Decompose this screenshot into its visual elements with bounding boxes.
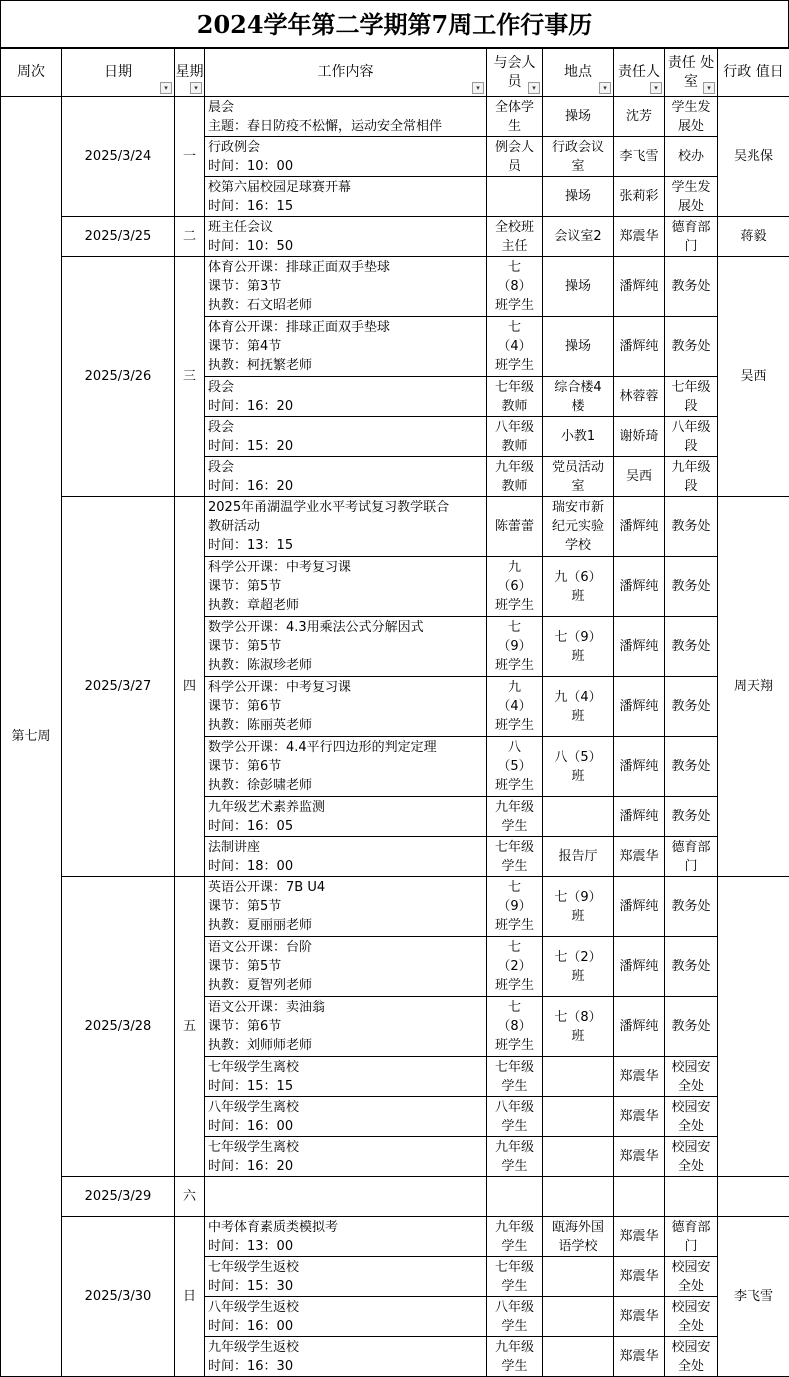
- responsible-cell: 林蓉蓉: [614, 377, 665, 417]
- responsible-cell: 潘辉纯: [614, 257, 665, 317]
- responsible-cell: 潘辉纯: [614, 997, 665, 1057]
- dept-cell: 教务处: [665, 317, 718, 377]
- attendees-cell: 例会人 员: [487, 137, 543, 177]
- weekday-cell: 二: [175, 217, 205, 257]
- location-cell: 瑞安市新 纪元实验 学校: [543, 497, 614, 557]
- content-cell: 九年级艺术素养监测 时间：16：05: [205, 797, 487, 837]
- content-cell: 英语公开课：7B U4 课节：第5节 执教：夏丽丽老师: [205, 877, 487, 937]
- attendees-cell: 七 （9） 班学生: [487, 617, 543, 677]
- content-cell: 体育公开课：排球正面双手垫球 课节：第4节 执教：柯抚繁老师: [205, 317, 487, 377]
- dept-cell: 校园安 全处: [665, 1097, 718, 1137]
- responsible-cell: 潘辉纯: [614, 497, 665, 557]
- responsible-cell: 潘辉纯: [614, 617, 665, 677]
- attendees-cell: 九 （4） 班学生: [487, 677, 543, 737]
- content-cell: 班主任会议 时间：10：50: [205, 217, 487, 257]
- dept-cell: 教务处: [665, 257, 718, 317]
- table-row: [1, 257, 789, 317]
- weekday-cell: 六: [175, 1177, 205, 1217]
- date-cell: 2025/3/25: [62, 217, 175, 257]
- dept-cell: 八年级 段: [665, 417, 718, 457]
- content-cell: 科学公开课：中考复习课 课节：第6节 执教：陈丽英老师: [205, 677, 487, 737]
- attendees-cell: 八年级 学生: [487, 1297, 543, 1337]
- header-dept[interactable]: 责任 处室 ▾: [665, 49, 718, 97]
- content-cell: 行政例会 时间：10：00: [205, 137, 487, 177]
- attendees-cell: 七年级 学生: [487, 1257, 543, 1297]
- location-cell: [543, 1337, 614, 1377]
- duty-cell: 蒋毅: [718, 217, 789, 257]
- location-cell: [543, 1137, 614, 1177]
- dept-cell: 德育部 门: [665, 837, 718, 877]
- location-cell: 党员活动 室: [543, 457, 614, 497]
- duty-cell: 李飞雪: [718, 1217, 789, 1377]
- responsible-cell: 潘辉纯: [614, 317, 665, 377]
- location-cell: 操场: [543, 257, 614, 317]
- responsible-cell: 郑震华: [614, 1137, 665, 1177]
- attendees-cell: 九年级 学生: [487, 797, 543, 837]
- dept-cell: 德育部 门: [665, 217, 718, 257]
- attendees-cell: 七 （2） 班学生: [487, 937, 543, 997]
- location-cell: 九（6） 班: [543, 557, 614, 617]
- content-cell: 七年级学生离校 时间：16：20: [205, 1137, 487, 1177]
- responsible-cell: 郑震华: [614, 837, 665, 877]
- location-cell: [543, 797, 614, 837]
- location-cell: 操场: [543, 97, 614, 137]
- dept-cell: 校园安 全处: [665, 1297, 718, 1337]
- location-cell: 七（2） 班: [543, 937, 614, 997]
- responsible-cell: 郑震华: [614, 1297, 665, 1337]
- header-content[interactable]: 工作内容 ▾: [205, 49, 487, 97]
- content-cell: 段会 时间：16：20: [205, 457, 487, 497]
- responsible-cell: 潘辉纯: [614, 937, 665, 997]
- content-cell: 中考体育素质类模拟考 时间：13：00: [205, 1217, 487, 1257]
- responsible-cell: 潘辉纯: [614, 557, 665, 617]
- location-cell: [543, 1257, 614, 1297]
- content-cell: 2025年甬湖温学业水平考试复习教学联合 教研活动 时间：13：15: [205, 497, 487, 557]
- header-weekday[interactable]: 星期 ▾: [175, 49, 205, 97]
- dept-cell: 校园安 全处: [665, 1057, 718, 1097]
- date-cell: 2025/3/26: [62, 257, 175, 497]
- responsible-cell: 郑震华: [614, 1257, 665, 1297]
- date-cell: 2025/3/30: [62, 1217, 175, 1377]
- attendees-cell: 全体学 生: [487, 97, 543, 137]
- header-responsible[interactable]: 责任人 ▾: [614, 49, 665, 97]
- duty-cell: 吴兆保: [718, 97, 789, 217]
- duty-cell: [718, 1177, 789, 1217]
- attendees-cell: 九年级 学生: [487, 1217, 543, 1257]
- responsible-cell: 郑震华: [614, 1337, 665, 1377]
- location-cell: 小教1: [543, 417, 614, 457]
- location-cell: 报告厅: [543, 837, 614, 877]
- dept-cell: 七年级 段: [665, 377, 718, 417]
- content-cell: 段会 时间：15：20: [205, 417, 487, 457]
- table-row: [1, 97, 789, 137]
- responsible-cell: 潘辉纯: [614, 797, 665, 837]
- dept-cell: 教务处: [665, 497, 718, 557]
- header-week: 周次: [1, 49, 62, 97]
- table-row: [1, 217, 789, 257]
- dept-cell: 学生发 展处: [665, 177, 718, 217]
- content-cell: 段会 时间：16：20: [205, 377, 487, 417]
- table-row: [1, 1217, 789, 1257]
- responsible-cell: 郑震华: [614, 1097, 665, 1137]
- content-cell: 语文公开课：卖油翁 课节：第6节 执教：刘师师老师: [205, 997, 487, 1057]
- attendees-cell: 七年级 教师: [487, 377, 543, 417]
- date-cell: 2025/3/29: [62, 1177, 175, 1217]
- location-cell: 行政会议 室: [543, 137, 614, 177]
- content-cell: 科学公开课：中考复习课 课节：第5节 执教：章超老师: [205, 557, 487, 617]
- responsible-cell: 郑震华: [614, 1217, 665, 1257]
- location-cell: 会议室2: [543, 217, 614, 257]
- attendees-cell: 全校班 主任: [487, 217, 543, 257]
- schedule-table: [0, 48, 789, 1377]
- attendees-cell: 七 （8） 班学生: [487, 257, 543, 317]
- attendees-cell: 八 （5） 班学生: [487, 737, 543, 797]
- responsible-cell: 潘辉纯: [614, 877, 665, 937]
- dept-cell: 学生发 展处: [665, 97, 718, 137]
- date-cell: 2025/3/28: [62, 877, 175, 1177]
- location-cell: 瓯海外国 语学校: [543, 1217, 614, 1257]
- location-cell: [543, 1097, 614, 1137]
- date-cell: 2025/3/24: [62, 97, 175, 217]
- weekday-cell: 三: [175, 257, 205, 497]
- content-cell: 晨会 主题：春日防疫不松懈，运动安全常相伴: [205, 97, 487, 137]
- header-attendees[interactable]: 与会人 员 ▾: [487, 49, 543, 97]
- dept-cell: 校园安 全处: [665, 1137, 718, 1177]
- content-cell: 法制讲座 时间：18：00: [205, 837, 487, 877]
- duty-cell: 周天翔: [718, 497, 789, 877]
- duty-cell: [718, 877, 789, 1177]
- location-cell: 综合楼4 楼: [543, 377, 614, 417]
- location-cell: 七（8） 班: [543, 997, 614, 1057]
- content-cell: 八年级学生离校 时间：16：00: [205, 1097, 487, 1137]
- responsible-cell: 李飞雪: [614, 137, 665, 177]
- table-row: [1, 497, 789, 557]
- header-date[interactable]: 日期 ▾: [62, 49, 175, 97]
- attendees-cell: 九年级 学生: [487, 1137, 543, 1177]
- location-cell: 七（9） 班: [543, 877, 614, 937]
- attendees-cell: 八年级 教师: [487, 417, 543, 457]
- content-cell: 数学公开课：4.4平行四边形的判定定理 课节：第6节 执教：徐彭啸老师: [205, 737, 487, 797]
- weekday-cell: 五: [175, 877, 205, 1177]
- header-row: [1, 49, 789, 97]
- dept-cell: 教务处: [665, 677, 718, 737]
- content-cell: 八年级学生返校 时间：16：00: [205, 1297, 487, 1337]
- dept-cell: 教务处: [665, 877, 718, 937]
- dept-cell: 教务处: [665, 557, 718, 617]
- table-row: [1, 1177, 789, 1217]
- filter-dropdown-icon[interactable]: ▾: [528, 82, 540, 94]
- filter-dropdown-icon[interactable]: ▾: [650, 82, 662, 94]
- attendees-cell: [487, 177, 543, 217]
- table-row: [1, 877, 789, 937]
- content-cell: [205, 1177, 487, 1217]
- attendees-cell: 九 （6） 班学生: [487, 557, 543, 617]
- filter-dropdown-icon[interactable]: ▾: [160, 82, 172, 94]
- dept-cell: 教务处: [665, 997, 718, 1057]
- dept-cell: 教务处: [665, 797, 718, 837]
- duty-cell: 吴西: [718, 257, 789, 497]
- week-label: 第七周: [1, 97, 62, 1377]
- location-cell: [543, 1057, 614, 1097]
- content-cell: 七年级学生离校 时间：15：15: [205, 1057, 487, 1097]
- weekday-cell: 一: [175, 97, 205, 217]
- location-cell: 九（4） 班: [543, 677, 614, 737]
- dept-cell: [665, 1177, 718, 1217]
- dept-cell: 校园安 全处: [665, 1257, 718, 1297]
- dept-cell: 校办: [665, 137, 718, 177]
- attendees-cell: [487, 1177, 543, 1217]
- dept-cell: 教务处: [665, 937, 718, 997]
- attendees-cell: 七 （4） 班学生: [487, 317, 543, 377]
- responsible-cell: 郑震华: [614, 217, 665, 257]
- location-cell: [543, 1297, 614, 1337]
- filter-dropdown-icon[interactable]: ▾: [703, 82, 715, 94]
- content-cell: 语文公开课：台阶 课节：第5节 执教：夏智列老师: [205, 937, 487, 997]
- location-cell: 八（5） 班: [543, 737, 614, 797]
- weekday-cell: 四: [175, 497, 205, 877]
- filter-dropdown-icon[interactable]: ▾: [190, 82, 202, 94]
- header-location[interactable]: 地点 ▾: [543, 49, 614, 97]
- location-cell: 操场: [543, 317, 614, 377]
- attendees-cell: 九年级 教师: [487, 457, 543, 497]
- content-cell: 数学公开课：4.3用乘法公式分解因式 课节：第5节 执教：陈淑珍老师: [205, 617, 487, 677]
- dept-cell: 九年级 段: [665, 457, 718, 497]
- attendees-cell: 陈蕾蕾: [487, 497, 543, 557]
- dept-cell: 教务处: [665, 737, 718, 797]
- content-cell: 体育公开课：排球正面双手垫球 课节：第3节 执教：石文昭老师: [205, 257, 487, 317]
- location-cell: 七（9） 班: [543, 617, 614, 677]
- date-cell: 2025/3/27: [62, 497, 175, 877]
- responsible-cell: 潘辉纯: [614, 737, 665, 797]
- responsible-cell: 谢娇琦: [614, 417, 665, 457]
- dept-cell: 德育部 门: [665, 1217, 718, 1257]
- responsible-cell: 吴西: [614, 457, 665, 497]
- filter-dropdown-icon[interactable]: ▾: [599, 82, 611, 94]
- content-cell: 九年级学生返校 时间：16：30: [205, 1337, 487, 1377]
- dept-cell: 校园安 全处: [665, 1337, 718, 1377]
- content-cell: 七年级学生返校 时间：15：30: [205, 1257, 487, 1297]
- content-cell: 校第六届校园足球赛开幕 时间：16：15: [205, 177, 487, 217]
- attendees-cell: 八年级 学生: [487, 1097, 543, 1137]
- location-cell: 操场: [543, 177, 614, 217]
- attendees-cell: 七 （8） 班学生: [487, 997, 543, 1057]
- responsible-cell: 沈芳: [614, 97, 665, 137]
- dept-cell: 教务处: [665, 617, 718, 677]
- attendees-cell: 九年级 学生: [487, 1337, 543, 1377]
- responsible-cell: [614, 1177, 665, 1217]
- responsible-cell: 潘辉纯: [614, 677, 665, 737]
- attendees-cell: 七年级 学生: [487, 837, 543, 877]
- filter-dropdown-icon[interactable]: ▾: [472, 82, 484, 94]
- weekday-cell: 日: [175, 1217, 205, 1377]
- location-cell: [543, 1177, 614, 1217]
- schedule-body: [1, 97, 789, 1377]
- responsible-cell: 张莉彩: [614, 177, 665, 217]
- attendees-cell: 七年级 学生: [487, 1057, 543, 1097]
- page-title: 2024学年第二学期第7周工作行事历: [0, 0, 789, 48]
- header-duty: 行政 值日: [718, 49, 789, 97]
- responsible-cell: 郑震华: [614, 1057, 665, 1097]
- attendees-cell: 七 （9） 班学生: [487, 877, 543, 937]
